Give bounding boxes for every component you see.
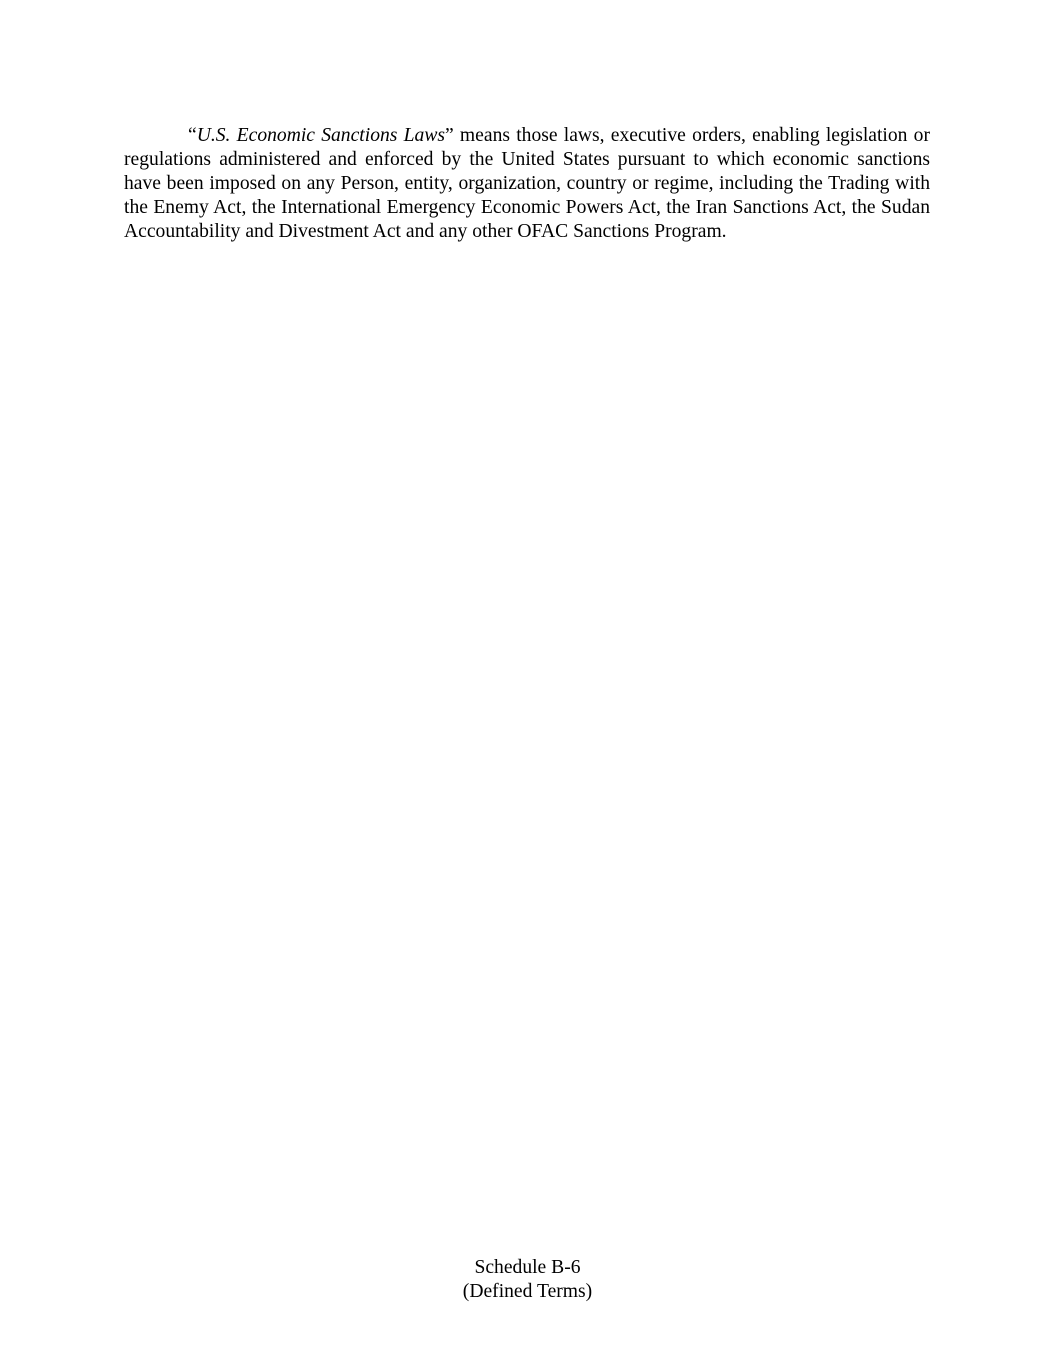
page-footer [0,1256,1055,1304]
definition-body: means those laws, executive orders, enabling legislation or regulations administered and enforced by the United States pursuant to which economic sanctions have been imposed on any Person, entity, organization, country or regime, including the Trading with the Enemy Act, the International Emergency Economic Powers Act, the Iran Sanctions Act, the Sudan Accountability and Divestment Act and any other OFAC Sanctions Program. [124,125,930,242]
defined-term: U.S. Economic Sanctions Laws [196,125,446,146]
close-quote: ” [445,125,454,146]
open-quote: “ [188,125,197,146]
schedule-label: Schedule B-6 [474,1257,581,1278]
section-label: (Defined Terms) [462,1281,593,1302]
definition-paragraph [124,124,930,244]
